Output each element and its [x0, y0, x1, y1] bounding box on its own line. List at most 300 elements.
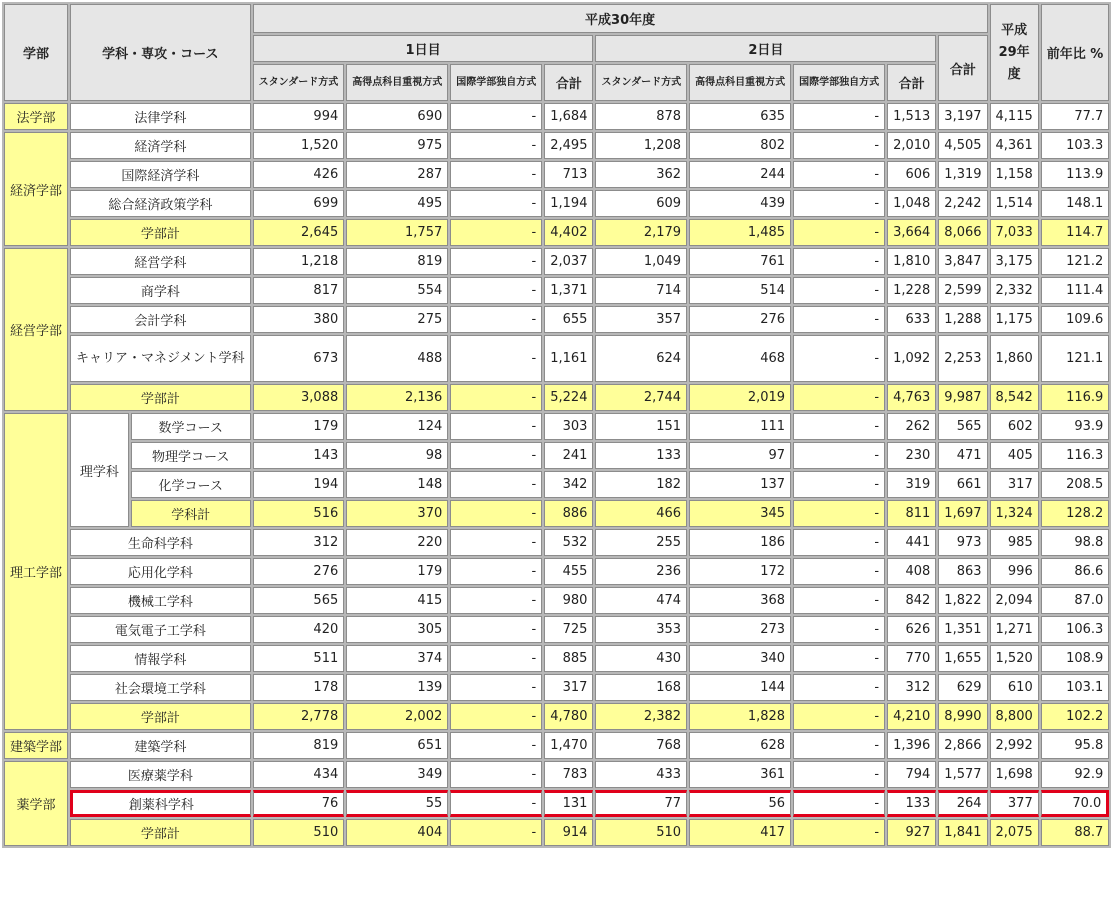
value-cell: -	[450, 500, 542, 527]
value-cell: 1,092	[887, 335, 936, 382]
value-cell: -	[450, 645, 542, 672]
header-day1-high-score: 高得点科目重視方式	[346, 64, 448, 101]
value-cell: 1,161	[544, 335, 593, 382]
table-row	[4, 335, 1109, 382]
value-cell: 1,520	[990, 645, 1039, 672]
department-cell: 化学コース	[131, 471, 251, 498]
value-cell: -	[793, 703, 885, 730]
value-cell: 714	[595, 277, 687, 304]
table-row	[4, 384, 1109, 411]
value-cell: 194	[253, 471, 345, 498]
value-cell: 565	[253, 587, 345, 614]
value-cell: -	[450, 132, 542, 159]
value-cell: 377	[990, 790, 1039, 817]
department-cell: 応用化学科	[70, 558, 251, 585]
value-cell: 108.9	[1041, 645, 1110, 672]
value-cell: 111	[689, 413, 791, 440]
value-cell: 8,066	[938, 219, 987, 246]
value-cell: -	[793, 819, 885, 846]
value-cell: 220	[346, 529, 448, 556]
value-cell: 2,778	[253, 703, 345, 730]
value-cell: 186	[689, 529, 791, 556]
value-cell: 2,037	[544, 248, 593, 275]
value-cell: 349	[346, 761, 448, 788]
value-cell: 885	[544, 645, 593, 672]
value-cell: 2,645	[253, 219, 345, 246]
value-cell: 114.7	[1041, 219, 1110, 246]
table-row	[4, 103, 1109, 130]
value-cell: -	[793, 790, 885, 817]
header-day1: 1日目	[253, 35, 594, 62]
value-cell: 1,208	[595, 132, 687, 159]
value-cell: 565	[938, 413, 987, 440]
value-cell: 3,197	[938, 103, 987, 130]
value-cell: -	[793, 732, 885, 759]
value-cell: 361	[689, 761, 791, 788]
value-cell: 9,987	[938, 384, 987, 411]
table-row	[4, 703, 1109, 730]
value-cell: 340	[689, 645, 791, 672]
value-cell: 514	[689, 277, 791, 304]
value-cell: 103.1	[1041, 674, 1110, 701]
department-cell: 社会環境工学科	[70, 674, 251, 701]
value-cell: 770	[887, 645, 936, 672]
value-cell: 4,210	[887, 703, 936, 730]
value-cell: 86.6	[1041, 558, 1110, 585]
value-cell: -	[793, 190, 885, 217]
value-cell: 985	[990, 529, 1039, 556]
value-cell: 287	[346, 161, 448, 188]
faculty-cell: 経済学部	[4, 132, 68, 246]
value-cell: 133	[595, 442, 687, 469]
value-cell: 97	[689, 442, 791, 469]
value-cell: 980	[544, 587, 593, 614]
value-cell: 474	[595, 587, 687, 614]
value-cell: 2,382	[595, 703, 687, 730]
value-cell: 103.3	[1041, 132, 1110, 159]
value-cell: 255	[595, 529, 687, 556]
value-cell: 8,990	[938, 703, 987, 730]
department-cell: 情報学科	[70, 645, 251, 672]
value-cell: 4,763	[887, 384, 936, 411]
value-cell: 179	[346, 558, 448, 585]
value-cell: 1,520	[253, 132, 345, 159]
value-cell: 4,361	[990, 132, 1039, 159]
value-cell: 317	[990, 471, 1039, 498]
value-cell: 713	[544, 161, 593, 188]
value-cell: 1,271	[990, 616, 1039, 643]
value-cell: -	[793, 761, 885, 788]
department-cell: 電気電子工学科	[70, 616, 251, 643]
value-cell: 811	[887, 500, 936, 527]
value-cell: 468	[689, 335, 791, 382]
value-cell: 1,577	[938, 761, 987, 788]
value-cell: 1,684	[544, 103, 593, 130]
value-cell: 77	[595, 790, 687, 817]
value-cell: 635	[689, 103, 791, 130]
value-cell: 56	[689, 790, 791, 817]
value-cell: 433	[595, 761, 687, 788]
value-cell: 370	[346, 500, 448, 527]
value-cell: 554	[346, 277, 448, 304]
value-cell: 1,810	[887, 248, 936, 275]
value-cell: -	[450, 529, 542, 556]
value-cell: 230	[887, 442, 936, 469]
value-cell: 131	[544, 790, 593, 817]
value-cell: 994	[253, 103, 345, 130]
value-cell: 439	[689, 190, 791, 217]
value-cell: 8,542	[990, 384, 1039, 411]
value-cell: 405	[990, 442, 1039, 469]
major-cell: 理学科	[70, 413, 129, 527]
table-body	[4, 103, 1109, 846]
value-cell: 116.9	[1041, 384, 1110, 411]
header-day1-subtotal: 合計	[544, 64, 593, 101]
value-cell: 374	[346, 645, 448, 672]
value-cell: 1,860	[990, 335, 1039, 382]
value-cell: -	[793, 413, 885, 440]
department-cell: 学科計	[131, 500, 251, 527]
value-cell: -	[793, 558, 885, 585]
value-cell: 606	[887, 161, 936, 188]
header-ratio: 前年比 %	[1041, 4, 1110, 101]
header-day2-intl: 国際学部独自方式	[793, 64, 885, 101]
department-cell: 建築学科	[70, 732, 251, 759]
table-row	[4, 248, 1109, 275]
value-cell: -	[450, 761, 542, 788]
department-cell: 機械工学科	[70, 587, 251, 614]
value-cell: 92.9	[1041, 761, 1110, 788]
value-cell: 1,485	[689, 219, 791, 246]
value-cell: 1,697	[938, 500, 987, 527]
value-cell: 70.0	[1041, 790, 1110, 817]
value-cell: 863	[938, 558, 987, 585]
value-cell: 148.1	[1041, 190, 1110, 217]
value-cell: 1,218	[253, 248, 345, 275]
value-cell: 2,495	[544, 132, 593, 159]
value-cell: 3,664	[887, 219, 936, 246]
value-cell: 783	[544, 761, 593, 788]
value-cell: 182	[595, 471, 687, 498]
department-cell: 学部計	[70, 219, 251, 246]
faculty-cell: 建築学部	[4, 732, 68, 759]
value-cell: 1,371	[544, 277, 593, 304]
value-cell: 137	[689, 471, 791, 498]
value-cell: 510	[595, 819, 687, 846]
value-cell: 2,010	[887, 132, 936, 159]
value-cell: 2,744	[595, 384, 687, 411]
value-cell: -	[793, 384, 885, 411]
value-cell: 1,828	[689, 703, 791, 730]
value-cell: 362	[595, 161, 687, 188]
table-row	[4, 645, 1109, 672]
value-cell: 368	[689, 587, 791, 614]
value-cell: 1,048	[887, 190, 936, 217]
value-cell: 2,992	[990, 732, 1039, 759]
value-cell: -	[450, 674, 542, 701]
value-cell: 151	[595, 413, 687, 440]
table-row	[4, 471, 1109, 498]
value-cell: 380	[253, 306, 345, 333]
value-cell: 1,514	[990, 190, 1039, 217]
value-cell: 357	[595, 306, 687, 333]
value-cell: 886	[544, 500, 593, 527]
value-cell: 609	[595, 190, 687, 217]
table-row	[4, 306, 1109, 333]
value-cell: 5,224	[544, 384, 593, 411]
value-cell: 2,866	[938, 732, 987, 759]
value-cell: -	[793, 161, 885, 188]
header-day1-intl: 国際学部独自方式	[450, 64, 542, 101]
value-cell: 1,841	[938, 819, 987, 846]
header-day2: 2日目	[595, 35, 936, 62]
value-cell: 2,599	[938, 277, 987, 304]
value-cell: 342	[544, 471, 593, 498]
value-cell: 2,136	[346, 384, 448, 411]
value-cell: -	[450, 335, 542, 382]
header-year-current: 平成30年度	[253, 4, 988, 33]
value-cell: -	[793, 277, 885, 304]
value-cell: -	[793, 471, 885, 498]
value-cell: -	[793, 674, 885, 701]
value-cell: 8,800	[990, 703, 1039, 730]
value-cell: 102.2	[1041, 703, 1110, 730]
department-cell: 学部計	[70, 384, 251, 411]
value-cell: -	[793, 442, 885, 469]
value-cell: 4,115	[990, 103, 1039, 130]
value-cell: 276	[689, 306, 791, 333]
value-cell: 626	[887, 616, 936, 643]
value-cell: 76	[253, 790, 345, 817]
value-cell: -	[450, 413, 542, 440]
value-cell: -	[450, 442, 542, 469]
value-cell: 532	[544, 529, 593, 556]
value-cell: 1,049	[595, 248, 687, 275]
value-cell: 303	[544, 413, 593, 440]
value-cell: 761	[689, 248, 791, 275]
value-cell: -	[793, 132, 885, 159]
value-cell: 661	[938, 471, 987, 498]
value-cell: -	[450, 558, 542, 585]
value-cell: 2,242	[938, 190, 987, 217]
value-cell: 996	[990, 558, 1039, 585]
faculty-cell: 理工学部	[4, 413, 68, 730]
value-cell: 819	[253, 732, 345, 759]
value-cell: 768	[595, 732, 687, 759]
value-cell: -	[793, 645, 885, 672]
value-cell: 2,179	[595, 219, 687, 246]
value-cell: 2,002	[346, 703, 448, 730]
value-cell: 143	[253, 442, 345, 469]
header-faculty: 学部	[4, 4, 68, 101]
value-cell: 262	[887, 413, 936, 440]
faculty-cell: 経営学部	[4, 248, 68, 411]
department-cell: 創薬科学科	[70, 790, 251, 817]
value-cell: 817	[253, 277, 345, 304]
value-cell: 633	[887, 306, 936, 333]
department-cell: キャリア・マネジメント学科	[70, 335, 251, 382]
value-cell: 148	[346, 471, 448, 498]
table-row	[4, 819, 1109, 846]
value-cell: 426	[253, 161, 345, 188]
value-cell: 111.4	[1041, 277, 1110, 304]
value-cell: 93.9	[1041, 413, 1110, 440]
value-cell: -	[793, 248, 885, 275]
value-cell: 511	[253, 645, 345, 672]
value-cell: 878	[595, 103, 687, 130]
table-row-highlighted	[4, 790, 1109, 817]
value-cell: 113.9	[1041, 161, 1110, 188]
value-cell: -	[450, 587, 542, 614]
value-cell: 927	[887, 819, 936, 846]
value-cell: 241	[544, 442, 593, 469]
value-cell: 178	[253, 674, 345, 701]
table-row	[4, 587, 1109, 614]
header-day2-standard: スタンダード方式	[595, 64, 687, 101]
header-day2-subtotal: 合計	[887, 64, 936, 101]
value-cell: 4,505	[938, 132, 987, 159]
table-row	[4, 616, 1109, 643]
value-cell: 128.2	[1041, 500, 1110, 527]
department-cell: 総合経済政策学科	[70, 190, 251, 217]
department-cell: 国際経済学科	[70, 161, 251, 188]
value-cell: -	[450, 248, 542, 275]
value-cell: -	[450, 306, 542, 333]
value-cell: 172	[689, 558, 791, 585]
value-cell: 1,288	[938, 306, 987, 333]
value-cell: 312	[253, 529, 345, 556]
value-cell: -	[450, 819, 542, 846]
header-total: 合計	[938, 35, 987, 101]
value-cell: 121.2	[1041, 248, 1110, 275]
value-cell: 95.8	[1041, 732, 1110, 759]
value-cell: 420	[253, 616, 345, 643]
value-cell: -	[450, 277, 542, 304]
value-cell: 139	[346, 674, 448, 701]
value-cell: 133	[887, 790, 936, 817]
value-cell: 2,332	[990, 277, 1039, 304]
table-row	[4, 529, 1109, 556]
value-cell: -	[793, 529, 885, 556]
value-cell: 417	[689, 819, 791, 846]
value-cell: 1,324	[990, 500, 1039, 527]
value-cell: -	[450, 219, 542, 246]
value-cell: 168	[595, 674, 687, 701]
value-cell: 441	[887, 529, 936, 556]
value-cell: 1,319	[938, 161, 987, 188]
department-cell: 経営学科	[70, 248, 251, 275]
value-cell: 2,075	[990, 819, 1039, 846]
table-row	[4, 500, 1109, 527]
value-cell: 1,655	[938, 645, 987, 672]
table-row	[4, 442, 1109, 469]
value-cell: 77.7	[1041, 103, 1110, 130]
value-cell: -	[793, 335, 885, 382]
value-cell: 121.1	[1041, 335, 1110, 382]
value-cell: 1,194	[544, 190, 593, 217]
value-cell: 819	[346, 248, 448, 275]
table-row	[4, 132, 1109, 159]
value-cell: 55	[346, 790, 448, 817]
value-cell: -	[450, 703, 542, 730]
value-cell: 1,228	[887, 277, 936, 304]
value-cell: 1,175	[990, 306, 1039, 333]
value-cell: 3,175	[990, 248, 1039, 275]
value-cell: 510	[253, 819, 345, 846]
value-cell: 1,351	[938, 616, 987, 643]
value-cell: 673	[253, 335, 345, 382]
value-cell: 1,757	[346, 219, 448, 246]
applicants-table	[2, 2, 1111, 848]
value-cell: 305	[346, 616, 448, 643]
department-cell: 医療薬学科	[70, 761, 251, 788]
value-cell: 495	[346, 190, 448, 217]
table-row	[4, 732, 1109, 759]
value-cell: 236	[595, 558, 687, 585]
header-department: 学科・専攻・コース	[70, 4, 251, 101]
value-cell: 124	[346, 413, 448, 440]
value-cell: 404	[346, 819, 448, 846]
value-cell: 264	[938, 790, 987, 817]
value-cell: 98	[346, 442, 448, 469]
department-cell: 経済学科	[70, 132, 251, 159]
value-cell: 106.3	[1041, 616, 1110, 643]
value-cell: 98.8	[1041, 529, 1110, 556]
value-cell: 455	[544, 558, 593, 585]
value-cell: 699	[253, 190, 345, 217]
value-cell: 319	[887, 471, 936, 498]
value-cell: 2,253	[938, 335, 987, 382]
value-cell: 471	[938, 442, 987, 469]
value-cell: 179	[253, 413, 345, 440]
value-cell: 488	[346, 335, 448, 382]
table-row	[4, 558, 1109, 585]
value-cell: 655	[544, 306, 593, 333]
value-cell: 2,094	[990, 587, 1039, 614]
value-cell: -	[450, 471, 542, 498]
table-row	[4, 674, 1109, 701]
value-cell: 516	[253, 500, 345, 527]
value-cell: -	[450, 190, 542, 217]
value-cell: 466	[595, 500, 687, 527]
faculty-cell: 法学部	[4, 103, 68, 130]
value-cell: 690	[346, 103, 448, 130]
value-cell: -	[450, 384, 542, 411]
value-cell: 725	[544, 616, 593, 643]
department-cell: 法律学科	[70, 103, 251, 130]
value-cell: 602	[990, 413, 1039, 440]
value-cell: 794	[887, 761, 936, 788]
value-cell: 276	[253, 558, 345, 585]
value-cell: 651	[346, 732, 448, 759]
value-cell: 624	[595, 335, 687, 382]
value-cell: 914	[544, 819, 593, 846]
table-row	[4, 190, 1109, 217]
value-cell: 1,822	[938, 587, 987, 614]
value-cell: 2,019	[689, 384, 791, 411]
value-cell: -	[793, 500, 885, 527]
value-cell: 87.0	[1041, 587, 1110, 614]
value-cell: 1,513	[887, 103, 936, 130]
value-cell: 317	[544, 674, 593, 701]
department-cell: 物理学コース	[131, 442, 251, 469]
table-row	[4, 161, 1109, 188]
department-cell: 生命科学科	[70, 529, 251, 556]
value-cell: 88.7	[1041, 819, 1110, 846]
department-cell: 学部計	[70, 819, 251, 846]
value-cell: 3,847	[938, 248, 987, 275]
value-cell: -	[450, 161, 542, 188]
